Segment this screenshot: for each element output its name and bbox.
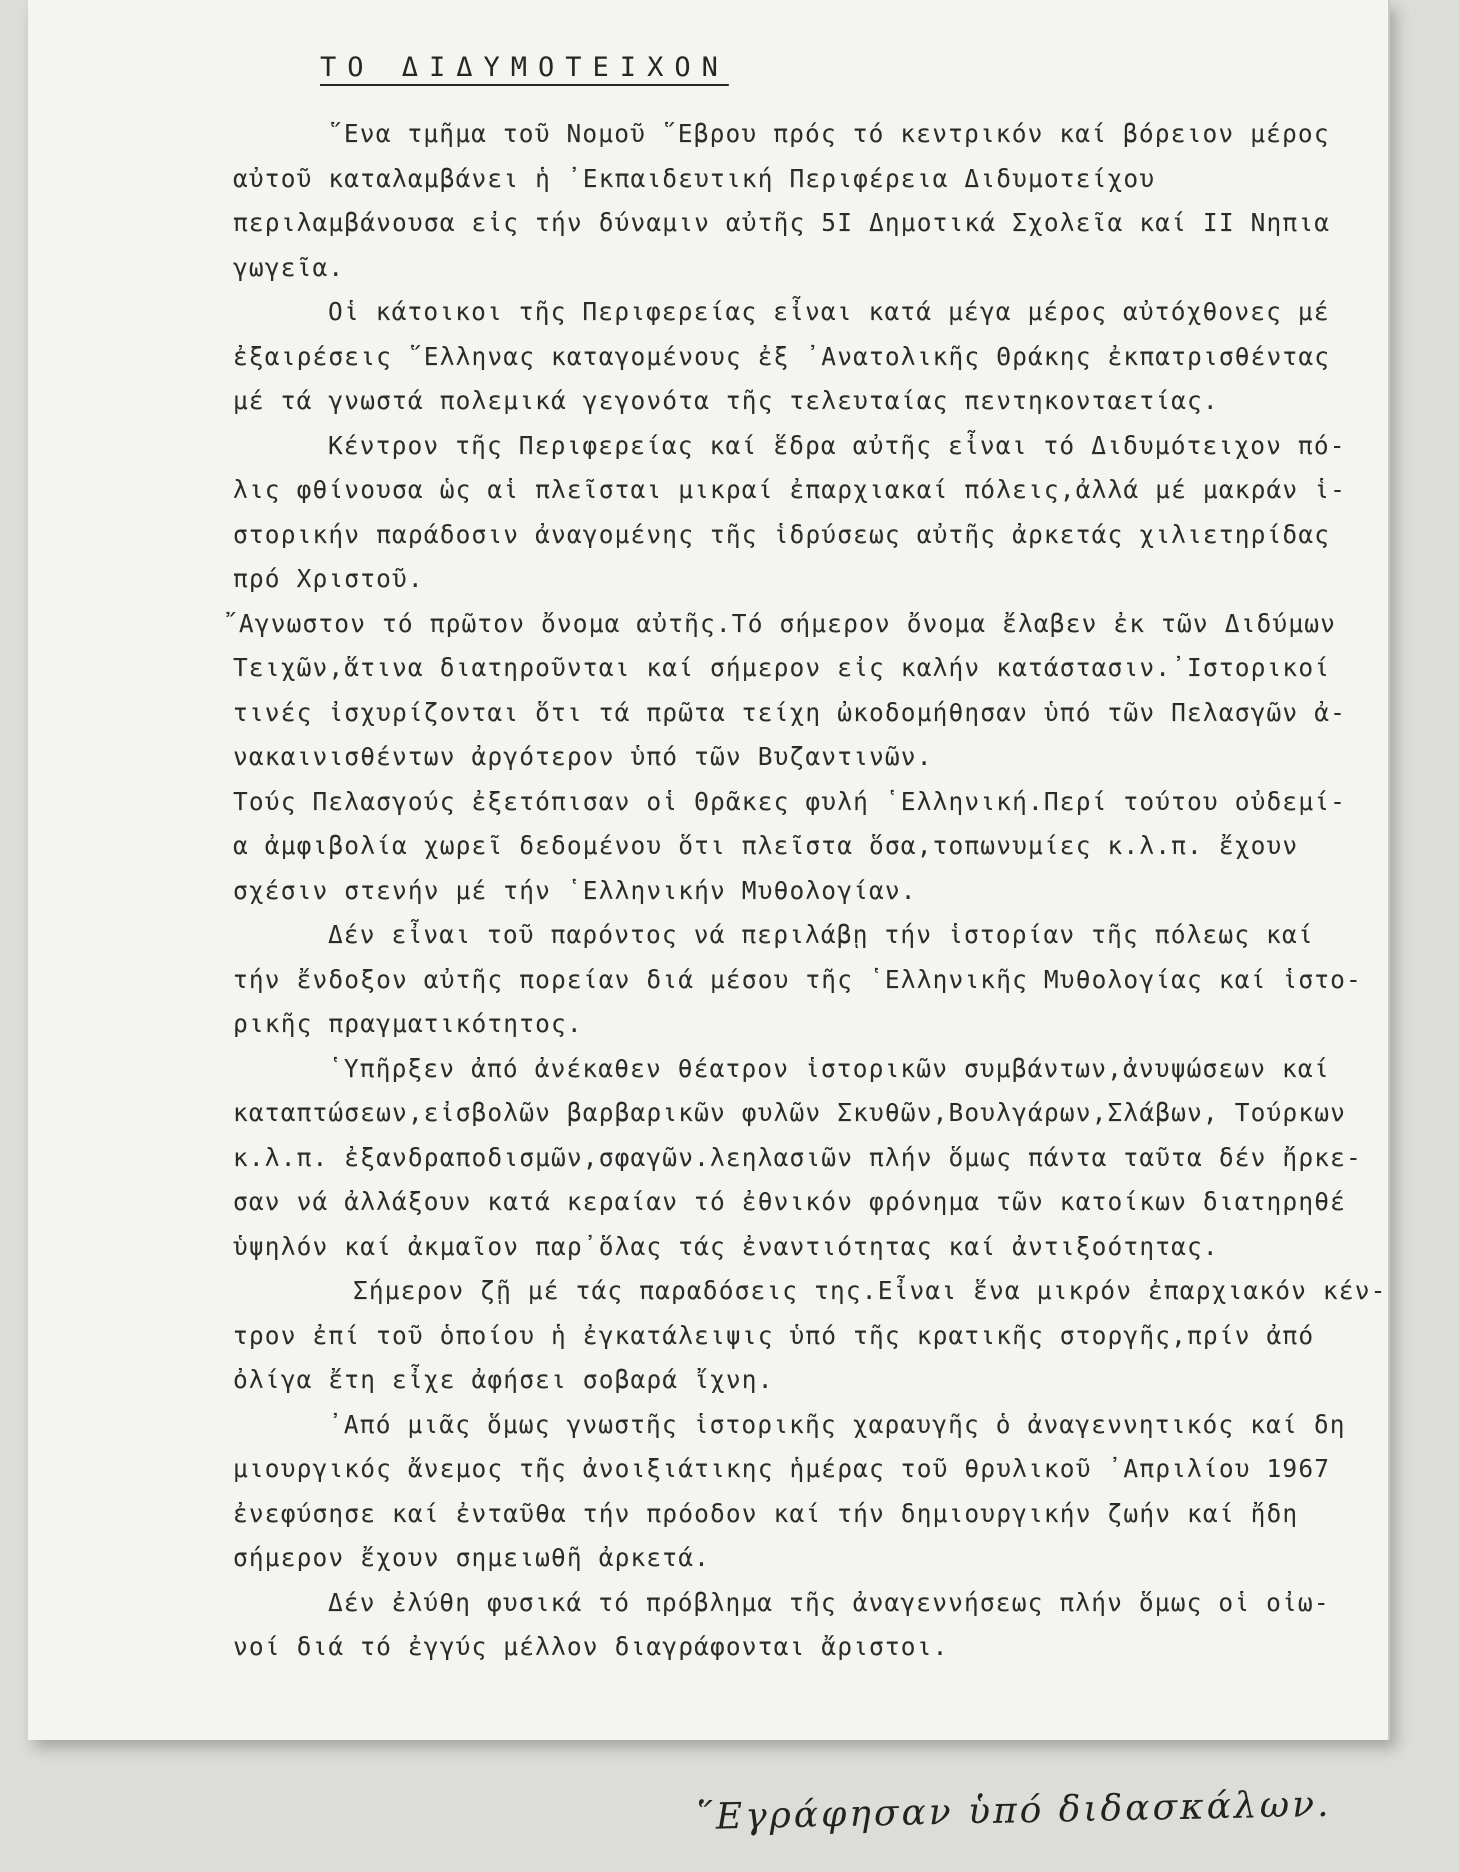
text-line: σήμερον ἔχουν σημειωθῆ ἀρκετά. (233, 1543, 711, 1572)
text-line: νοί διά τό ἐγγύς μέλλον διαγράφονται ἄριστοι. (233, 1632, 949, 1661)
text-line: ῎Αγνωστον τό πρῶτον ὄνομα αὐτῆς.Τό σήμερον ὄνομα ἔλαβεν ἐκ τῶν Διδύμων (223, 608, 1337, 638)
text-line: σαν νά ἀλλάξουν κατά κεραίαν τό ἐθνικόν φρόνημα τῶν κατοίκων διατηρηθέ (233, 1187, 1347, 1216)
text-line: ῾Υπῆρξεν ἀπό ἀνέκαθεν θέατρον ἱστορικῶν συμβάντων,ἀνυψώσεων καί (328, 1053, 1330, 1083)
text-line: α ἀμφιβολία χωρεῖ δεδομένου ὅτι πλεῖστα ὅσα,τοπωνυμίες κ.λ.π. ἔχουν (233, 831, 1299, 860)
text-line: νακαινισθέντων ἀργότερον ὑπό τῶν Βυζαντινῶν. (233, 742, 933, 771)
text-line: περιλαμβάνουσα εἰς τήν δύναμιν αὐτῆς 5Ι Δημοτικά Σχολεῖα καί ΙΙ Νηπια (233, 208, 1331, 237)
text-line: αὐτοῦ καταλαμβάνει ἡ ᾽Εκπαιδευτική Περιφέρεια Διδυμοτείχου (233, 163, 1156, 193)
text-line: Δέν ἐλύθη φυσικά τό πρόβλημα τῆς ἀναγεννήσεως πλήν ὅμως οἱ οἰω- (328, 1587, 1330, 1617)
text-line: πρό Χριστοῦ. (233, 564, 424, 593)
text-line: Τούς Πελασγούς ἐξετόπισαν οἱ Θρᾶκες φυλή ῾Ελληνική.Περί τούτου οὐδεμί- (233, 786, 1347, 816)
text-line: ὑψηλόν καί ἀκμαῖον παρ᾽ὅλας τάς ἐναντιότητας καί ἀντιξοότητας. (233, 1231, 1219, 1261)
text-line: ᾽Από μιᾶς ὅμως γνωστῆς ἱστορικῆς χαραυγῆς ὁ ἀναγεννητικός καί δη (328, 1409, 1346, 1439)
text-line: στορικήν παράδοσιν ἀναγομένης τῆς ἱδρύσεως αὐτῆς ἀρκετάς χιλιετηρίδας (233, 519, 1331, 549)
text-line: Κέντρον τῆς Περιφερείας καί ἕδρα αὐτῆς εἶναι τό Διδυμότειχον πό- (328, 430, 1346, 460)
document-body (223, 112, 1418, 1670)
document-title: ΤΟ ΔΙΔΥΜΟΤΕΙΧΟΝ (320, 52, 729, 83)
text-line: κ.λ.π. ἐξανδραποδισμῶν,σφαγῶν.λεηλασιῶν πλήν ὅμως πάντα ταῦτα δέν ἤρκε- (233, 1142, 1362, 1172)
text-line: λις φθίνουσα ὡς αἱ πλεῖσται μικραί ἐπαρχιακαί πόλεις,ἀλλά μέ μακράν ἱ- (233, 475, 1347, 504)
text-line: τήν ἔνδοξον αὐτῆς πορείαν διά μέσου τῆς ῾Ελληνικῆς Μυθολογίας καί ἱστο- (233, 964, 1362, 994)
text-line: μέ τά γνωστά πολεμικά γεγονότα τῆς τελευταίας πεντηκονταετίας. (233, 386, 1219, 415)
typewritten-page (28, 0, 1390, 1740)
text-line: ἐξαιρέσεις ῞Ελληνας καταγομένους ἐξ ᾽Ανατολικῆς Θράκης ἐκπατρισθέντας (233, 341, 1331, 371)
text-line: τρον ἐπί τοῦ ὁποίου ἡ ἐγκατάλειψις ὑπό τῆς κρατικῆς στοργῆς,πρίν ἀπό (233, 1320, 1315, 1350)
text-line: ὀλίγα ἔτη εἶχε ἀφήσει σοβαρά ἴχνη. (233, 1365, 774, 1394)
text-line: Οἱ κάτοικοι τῆς Περιφερείας εἶναι κατά μέγα μέρος αὐτόχθονες μέ (328, 297, 1330, 326)
text-line: καταπτώσεων,εἰσβολῶν βαρβαρικῶν φυλῶν Σκυθῶν,Βουλγάρων,Σλάβων, Τούρκων (233, 1098, 1347, 1127)
text-line: Τειχῶν,ἅτινα διατηροῦνται καί σήμερον εἰς καλήν κατάστασιν.᾽Ιστορικοί (233, 653, 1331, 682)
text-line: ῞Ενα τμῆμα τοῦ Νομοῦ ῞Εβρου πρός τό κεντρικόν καί βόρειον μέρος (328, 119, 1330, 148)
text-line: τινές ἰσχυρίζονται ὅτι τά πρῶτα τείχη ὠκοδομήθησαν ὑπό τῶν Πελασγῶν ἀ- (233, 697, 1347, 727)
text-line: σχέσιν στενήν μέ τήν ῾Ελληνικήν Μυθολογίαν. (233, 875, 917, 905)
handwritten-note: ῞Εγράφησαν ὑπό διδασκάλων. (694, 1783, 1332, 1839)
text-line: γωγεῖα. (233, 252, 345, 282)
text-line: ἐνεφύσησε καί ἐνταῦθα τήν πρόοδον καί τήν δημιουργικήν ζωήν καί ἤδη (233, 1498, 1299, 1528)
text-line: Σήμερον ζῇ μέ τάς παραδόσεις της.Εἶναι ἕνα μικρόν ἐπαρχιακόν κέν- (353, 1276, 1387, 1305)
text-line: Δέν εἶναι τοῦ παρόντος νά περιλάβῃ τήν ἱστορίαν τῆς πόλεως καί (328, 920, 1314, 949)
text-line: ρικῆς πραγματικότητος. (233, 1009, 583, 1038)
text-line: μιουργικός ἄνεμος τῆς ἀνοιξιάτικης ἡμέρας τοῦ θρυλικοῦ ᾽Απριλίου 1967 (233, 1454, 1331, 1483)
